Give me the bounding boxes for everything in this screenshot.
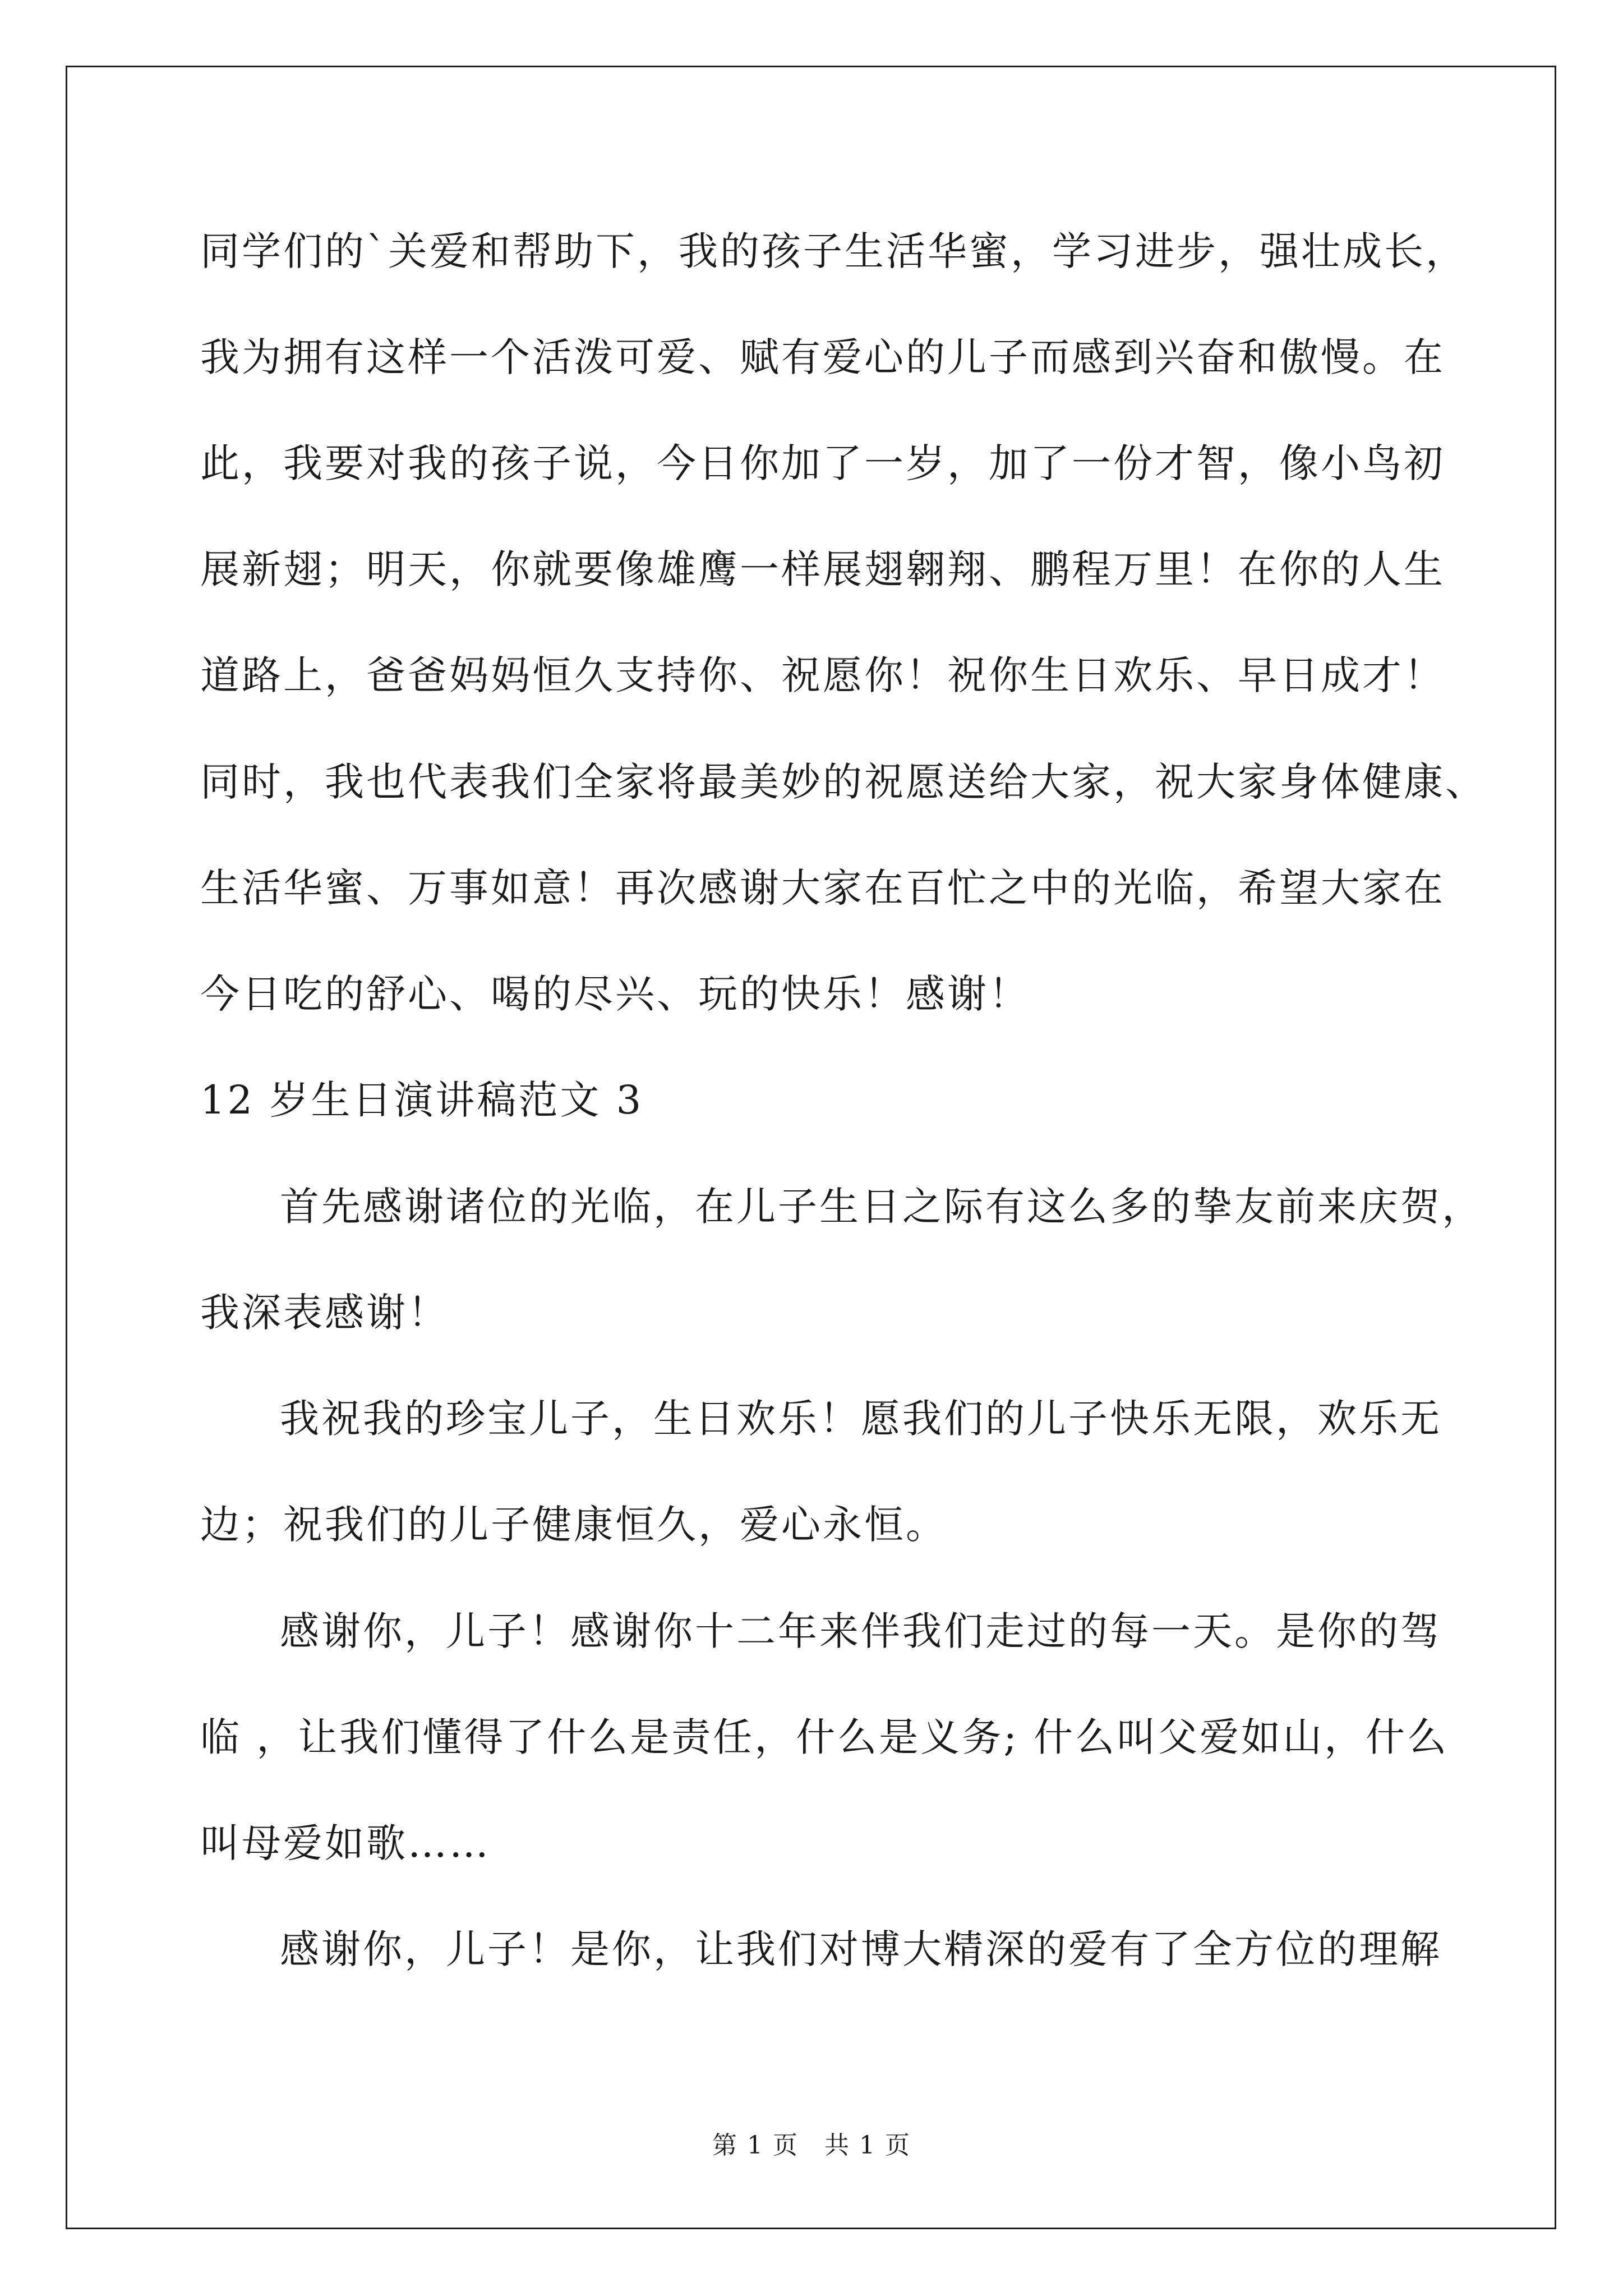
text-line: 同学们的`关爱和帮助下，我的孩子生活华蜜，学习进步，强壮成长，	[200, 228, 1467, 274]
text-line: 此，我要对我的孩子说，今日你加了一岁，加了一份才智，像小鸟初	[200, 440, 1445, 486]
text-line: 感谢你，儿子！感谢你十二年来伴我们走过的每一天。是你的驾	[280, 1608, 1442, 1654]
text-line: 我祝我的珍宝儿子，生日欢乐！愿我们的儿子快乐无限，欢乐无	[280, 1396, 1442, 1442]
section-heading: 12 岁生日演讲稿范文 3	[200, 1077, 644, 1123]
text-line: 道路上，爸爸妈妈恒久支持你、祝愿你！祝你生日欢乐、早日成才！	[200, 652, 1445, 698]
text-line: 生活华蜜、万事如意！再次感谢大家在百忙之中的光临，希望大家在	[200, 865, 1445, 911]
text-line: 我深表感谢！	[200, 1290, 449, 1336]
text-line: 首先感谢诸位的光临，在儿子生日之际有这么多的挚友前来庆贺，	[280, 1184, 1483, 1230]
page-border	[66, 66, 1556, 2229]
text-line: 临 ，让我们懂得了什么是责任，什么是义务; 什么叫父爱如山，什么	[200, 1714, 1449, 1760]
text-line: 边；祝我们的儿子健康恒久，爱心永恒。	[200, 1502, 947, 1548]
text-line: 展新翅；明天，你就要像雄鹰一样展翅翱翔、鹏程万里！在你的人生	[200, 546, 1445, 592]
page-footer: 第 1 页 共 1 页	[712, 2131, 911, 2160]
text-line: 感谢你，儿子！是你，让我们对博大精深的爱有了全方位的理解	[280, 1926, 1442, 1972]
text-line: 今日吃的舒心、喝的尽兴、玩的快乐！感谢！	[200, 971, 1030, 1017]
text-line: 同时，我也代表我们全家将最美妙的祝愿送给大家，祝大家身体健康、	[200, 759, 1487, 805]
text-line: 我为拥有这样一个活泼可爱、赋有爱心的儿子而感到兴奋和傲慢。在	[200, 334, 1445, 380]
text-line: 叫母爱如歌……	[200, 1820, 491, 1866]
